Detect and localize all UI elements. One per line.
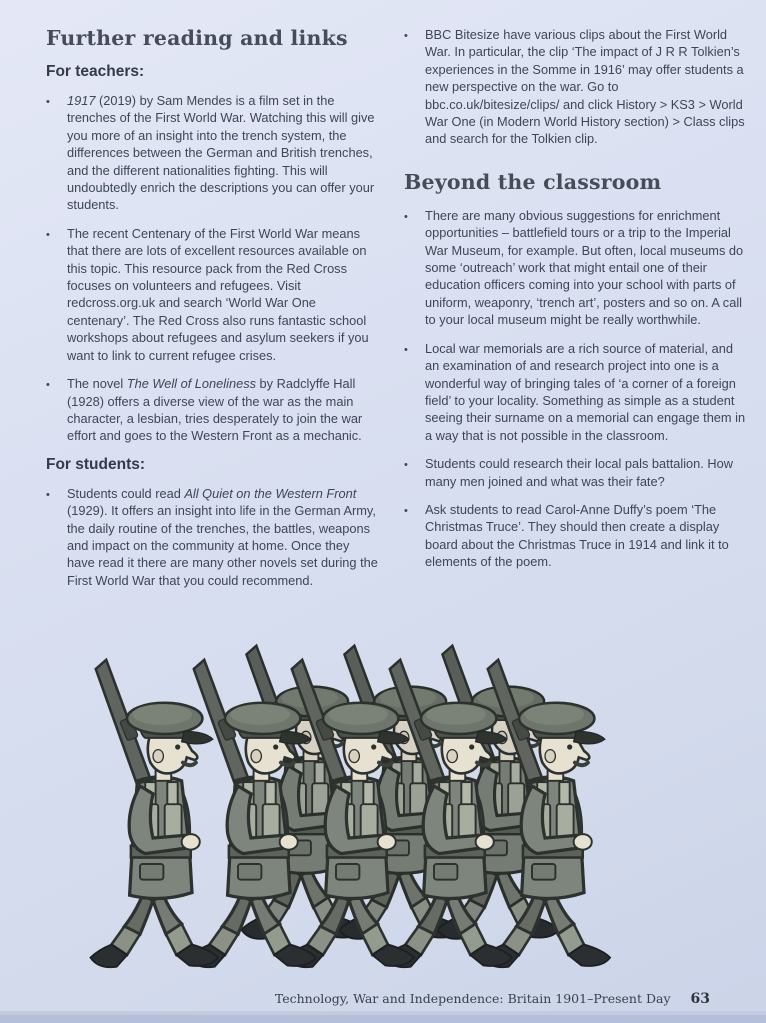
bullet-icon: • — [404, 459, 408, 472]
text-segment: The novel — [67, 376, 127, 392]
text-segment: Students could research their local pals battalion. How many men joined and what was their fate? — [425, 456, 734, 489]
bullet-text — [67, 485, 380, 589]
left-column — [46, 26, 380, 600]
bullet-text — [425, 340, 748, 444]
text-segment: (1929). It offers an insight into life in the German Army, the daily routine of the trenches, the battles, weapons and impact on the community at home. Once they have read it there are many other novels set during the First World War that you could recommend. — [67, 503, 378, 588]
bullet-item — [46, 485, 380, 589]
bullet-text — [425, 207, 748, 329]
page-number: 63 — [690, 991, 710, 1007]
bullet-text — [425, 455, 748, 490]
bullet-item — [404, 26, 748, 148]
section-heading: Further reading and links — [46, 26, 348, 50]
bullet-item — [404, 340, 748, 444]
marching-soldiers-illustration — [84, 642, 684, 990]
bullet-text — [67, 375, 380, 445]
bullet-item — [46, 92, 380, 214]
text-segment: (2019) by Sam Mendes is a film set in the trenches of the First World War. Watching this will give you more of an insight into the trench system, the differences between the German and British trenches, and the different nationalities fighting. This will undoubtedly enrich the descriptions you can offer your students. — [67, 93, 375, 213]
text-segment: Local war memorials are a rich source of material, and an examination of and research project into one is a wonderful way of bringing tales of ‘a corner of a foreign field’ to your locality. Something as simple as a student seeing their surname on a memorial can engage them in a way that is not possible in the classroom. — [425, 340, 746, 443]
subsection-heading: For students: — [46, 455, 146, 473]
page-footer — [275, 991, 710, 1007]
bullet-text — [67, 225, 380, 364]
bullet-item — [404, 455, 748, 490]
bullet-icon: • — [46, 228, 50, 241]
bullet-item — [46, 225, 380, 364]
marching-soldiers-svg — [84, 642, 684, 990]
bullet-text — [67, 92, 380, 214]
bullet-icon: • — [404, 30, 408, 42]
text-segment: Ask students to read Carol-Anne Duffy’s poem ‘The Christmas Truce’. They should then create a display board about the Christmas Truce in 1914 and link it to elements of the poem. — [425, 501, 729, 570]
right-column — [404, 26, 748, 600]
subsection-heading: For teachers: — [46, 63, 145, 80]
text-segment: BBC Bitesize have various clips about the First World War. In particular, the clip ‘The impact of J R R Tolkien’s experiences in the Somme in 1916’ may offer students a new perspective on the war. Go to bbc.co.uk/bitesize/clips/ and click History > KS3 > World War One (in Modern World History section) > Class clips and search for the Tolkien clip. — [425, 27, 745, 147]
page-bottom-edge — [0, 1015, 766, 1023]
text-segment: All Quiet on the Western Front — [184, 485, 357, 501]
text-segment: Students could read — [67, 485, 185, 501]
text-segment: There are many obvious suggestions for enrichment opportunities – battlefield tours or a trip to the Imperial War Museum, for example. But often, local museums do some ‘outreach’ work that might entail one of their education officers coming into your school with parts of uniform, weaponry, ‘trench art’, posters and so on. A call to your local museum might be really worthwhile. — [425, 207, 744, 328]
section-heading: Beyond the classroom — [404, 169, 662, 194]
bullet-item — [404, 207, 748, 329]
bullet-item — [46, 375, 380, 445]
text-segment: The recent Centenary of the First World War means that there are lots of excellent resources available on this topic. This resource pack from the Red Cross focuses on volunteers and refugees. Visit redcross.org.uk and search ‘World War One centenary’. The Red Cross also runs fantastic school workshops about refugees and asylum seekers if you want to link to current refugee crises. — [67, 225, 369, 363]
bullet-icon: • — [46, 96, 50, 108]
text-segment: by Radclyffe Hall (1928) offers a diverse view of the war as the main character, a lesbian, tries desperately to join the war effort and goes to the Western Front as a mechanic. — [67, 376, 363, 444]
bullet-icon: • — [46, 488, 50, 501]
bullet-icon: • — [46, 379, 50, 392]
bullet-item — [404, 501, 748, 571]
bullet-icon: • — [404, 504, 408, 517]
bullet-icon: • — [404, 343, 408, 356]
bullet-text — [425, 26, 748, 148]
footer-title: Technology, War and Independence: Britain 1901–Present Day — [274, 991, 671, 1006]
bullet-icon: • — [404, 210, 408, 223]
bullet-text — [425, 501, 748, 571]
text-segment: The Well of Loneliness — [126, 376, 256, 392]
text-segment: 1917 — [67, 93, 96, 108]
